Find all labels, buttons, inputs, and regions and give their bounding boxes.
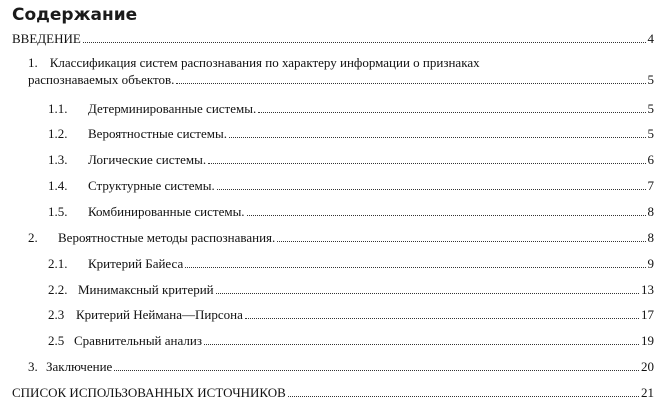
toc-entry-title: Логические системы. (88, 152, 207, 167)
toc-entry-section-2-3[interactable] (48, 306, 654, 323)
toc-entry-title: Критерий Неймана—Пирсона (76, 307, 243, 322)
toc-entry-number: 1.3. (48, 152, 68, 167)
toc-entry-number: 2.3 (48, 307, 65, 322)
dot-leader (245, 317, 639, 319)
toc-entry-title-line1 (28, 54, 654, 71)
toc-entry-page: 4 (647, 31, 654, 46)
toc-entry-page: 21 (641, 385, 654, 400)
toc-entry-number: 1.5. (48, 204, 68, 219)
toc-entry-page: 17 (641, 307, 654, 322)
toc-entry-number: 1.2. (48, 126, 68, 141)
toc-entry-page: 20 (641, 359, 654, 374)
toc-entry-references[interactable] (12, 384, 654, 401)
toc-entry-title: Структурные системы. (88, 178, 215, 193)
toc-entry-title: Минимаксный критерий (78, 282, 214, 297)
toc-entry-title: Классификация систем распознавания по характеру информации о признаках (49, 55, 480, 70)
toc-entry-title-continued: распознаваемых объектов. (28, 72, 175, 87)
toc-entry-title: ВВЕДЕНИЕ (12, 31, 81, 46)
toc-entry-section-3[interactable] (28, 358, 654, 375)
dot-leader (277, 240, 645, 242)
dot-leader (204, 343, 639, 345)
toc-entry-number: 2.2. (48, 282, 68, 297)
dot-leader (208, 162, 645, 164)
dot-leader (217, 188, 646, 190)
toc-entry-page: 8 (647, 204, 654, 219)
toc-entry-number: 1.4. (48, 178, 68, 193)
toc-entry-introduction[interactable] (12, 30, 654, 47)
dot-leader (247, 214, 646, 216)
toc-entry-page: 7 (647, 178, 654, 193)
toc-entry-title: Комбинированные системы. (88, 204, 245, 219)
toc-entry-number: 3. (28, 359, 38, 374)
toc-entry-page: 5 (647, 101, 654, 116)
toc-entry-section-1-3[interactable] (48, 151, 654, 168)
toc-entry-title: Вероятностные системы. (88, 126, 227, 141)
dot-leader (216, 292, 639, 294)
toc-entry-section-2-5[interactable] (48, 332, 654, 349)
toc-heading: Содержание (12, 5, 138, 25)
toc-entry-page: 9 (647, 256, 654, 271)
toc-entry-section-1-4[interactable] (48, 177, 654, 194)
dot-leader (185, 266, 645, 268)
toc-entry-page: 13 (641, 282, 654, 297)
toc-entry-title: СПИСОК ИСПОЛЬЗОВАННЫХ ИСТОЧНИКОВ (12, 385, 286, 400)
toc-entry-title: Заключение (46, 359, 113, 374)
toc-entry-page: 6 (647, 152, 654, 167)
toc-entry-number: 2. (28, 230, 38, 245)
dot-leader (176, 82, 645, 84)
dot-leader (229, 136, 646, 138)
toc-entry-number: 1. (28, 55, 38, 70)
toc-entry-title: Вероятностные методы распознавания. (58, 230, 276, 245)
dot-leader (83, 41, 646, 43)
dot-leader (258, 111, 645, 113)
toc-entry-section-2-1[interactable] (48, 255, 654, 272)
toc-entry-page: 19 (641, 333, 654, 348)
toc-entry-title: Детерминированные системы. (88, 101, 257, 116)
toc-entry-title-line2 (28, 71, 654, 88)
toc-entry-page: 5 (647, 72, 654, 87)
toc-entry-number: 2.1. (48, 256, 68, 271)
toc-entry-page: 5 (647, 126, 654, 141)
toc-entry-section-2-2[interactable] (48, 281, 654, 298)
toc-entry-number: 2.5 (48, 333, 65, 348)
toc-entry-title: Критерий Байеса (88, 256, 184, 271)
dot-leader (288, 395, 639, 397)
toc-entry-number: 1.1. (48, 101, 68, 116)
toc-entry-section-1[interactable] (28, 54, 654, 88)
dot-leader (114, 369, 639, 371)
toc-entry-section-1-1[interactable] (48, 100, 654, 117)
toc-entry-title: Сравнительный анализ (74, 333, 202, 348)
toc-entry-section-2[interactable] (28, 229, 654, 246)
toc-entry-section-1-2[interactable] (48, 125, 654, 142)
toc-entry-page: 8 (647, 230, 654, 245)
toc-entry-section-1-5[interactable] (48, 203, 654, 220)
